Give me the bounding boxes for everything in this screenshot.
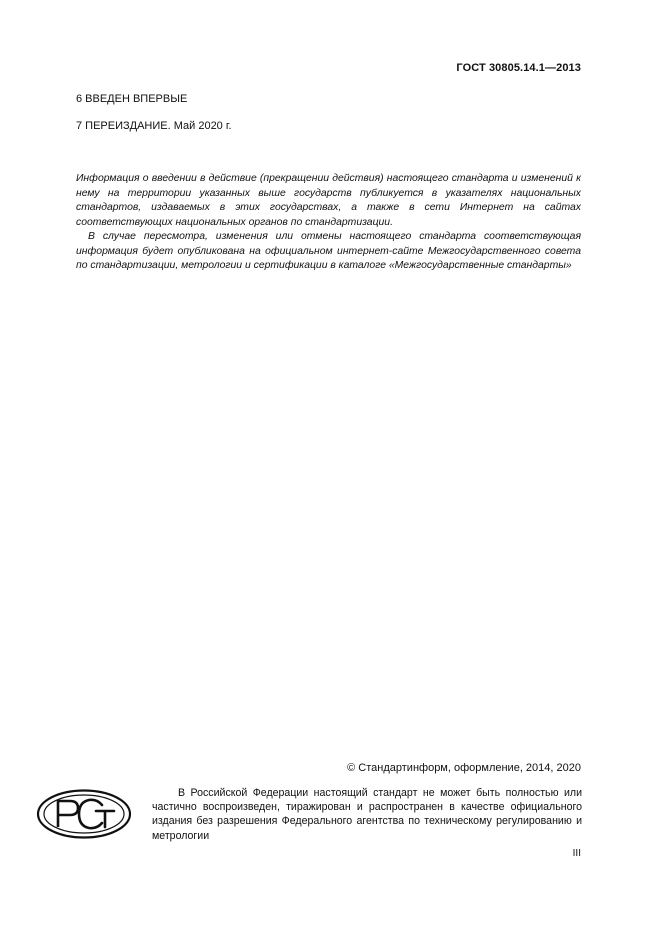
info-paragraph-2: В случае пересмотра, изменения или отмены настоящего стандарта соответствующая информация будет опубликована на официальном интернет-сайте Межгосударственного совета по стандартизации, метрологии и сертификации в каталоге «Межгосударственные стандарты» <box>76 231 581 271</box>
rst-gost-logo-icon <box>36 789 132 839</box>
item-introduced-first-time: 6 ВВЕДЕН ВПЕРВЫЕ <box>76 93 188 105</box>
reproduction-notice-text: В Российской Федерации настоящий стандарт не может быть полностью или частично воспроизведен, тиражирован и распространен в качестве официального издания без разрешения Федерального агентства по техническому регулированию и метрологии <box>152 787 582 842</box>
page-number: III <box>572 848 581 859</box>
document-code: ГОСТ 30805.14.1—2013 <box>456 62 581 74</box>
reproduction-notice <box>152 786 582 843</box>
copyright-line: © Стандартинформ, оформление, 2014, 2020 <box>347 762 581 774</box>
info-paragraph-1: Информация о введении в действие (прекращении действия) настоящего стандарта и изменений к нему на территории указанных выше государств публикуется в указателях национальных стандартов, издаваемых в этих государствах, а также в сети Интернет на сайтах соответствующих национальных органов по стандартизации. <box>76 173 581 228</box>
item-reissue: 7 ПЕРЕИЗДАНИЕ. Май 2020 г. <box>76 120 232 132</box>
info-block <box>76 172 581 274</box>
